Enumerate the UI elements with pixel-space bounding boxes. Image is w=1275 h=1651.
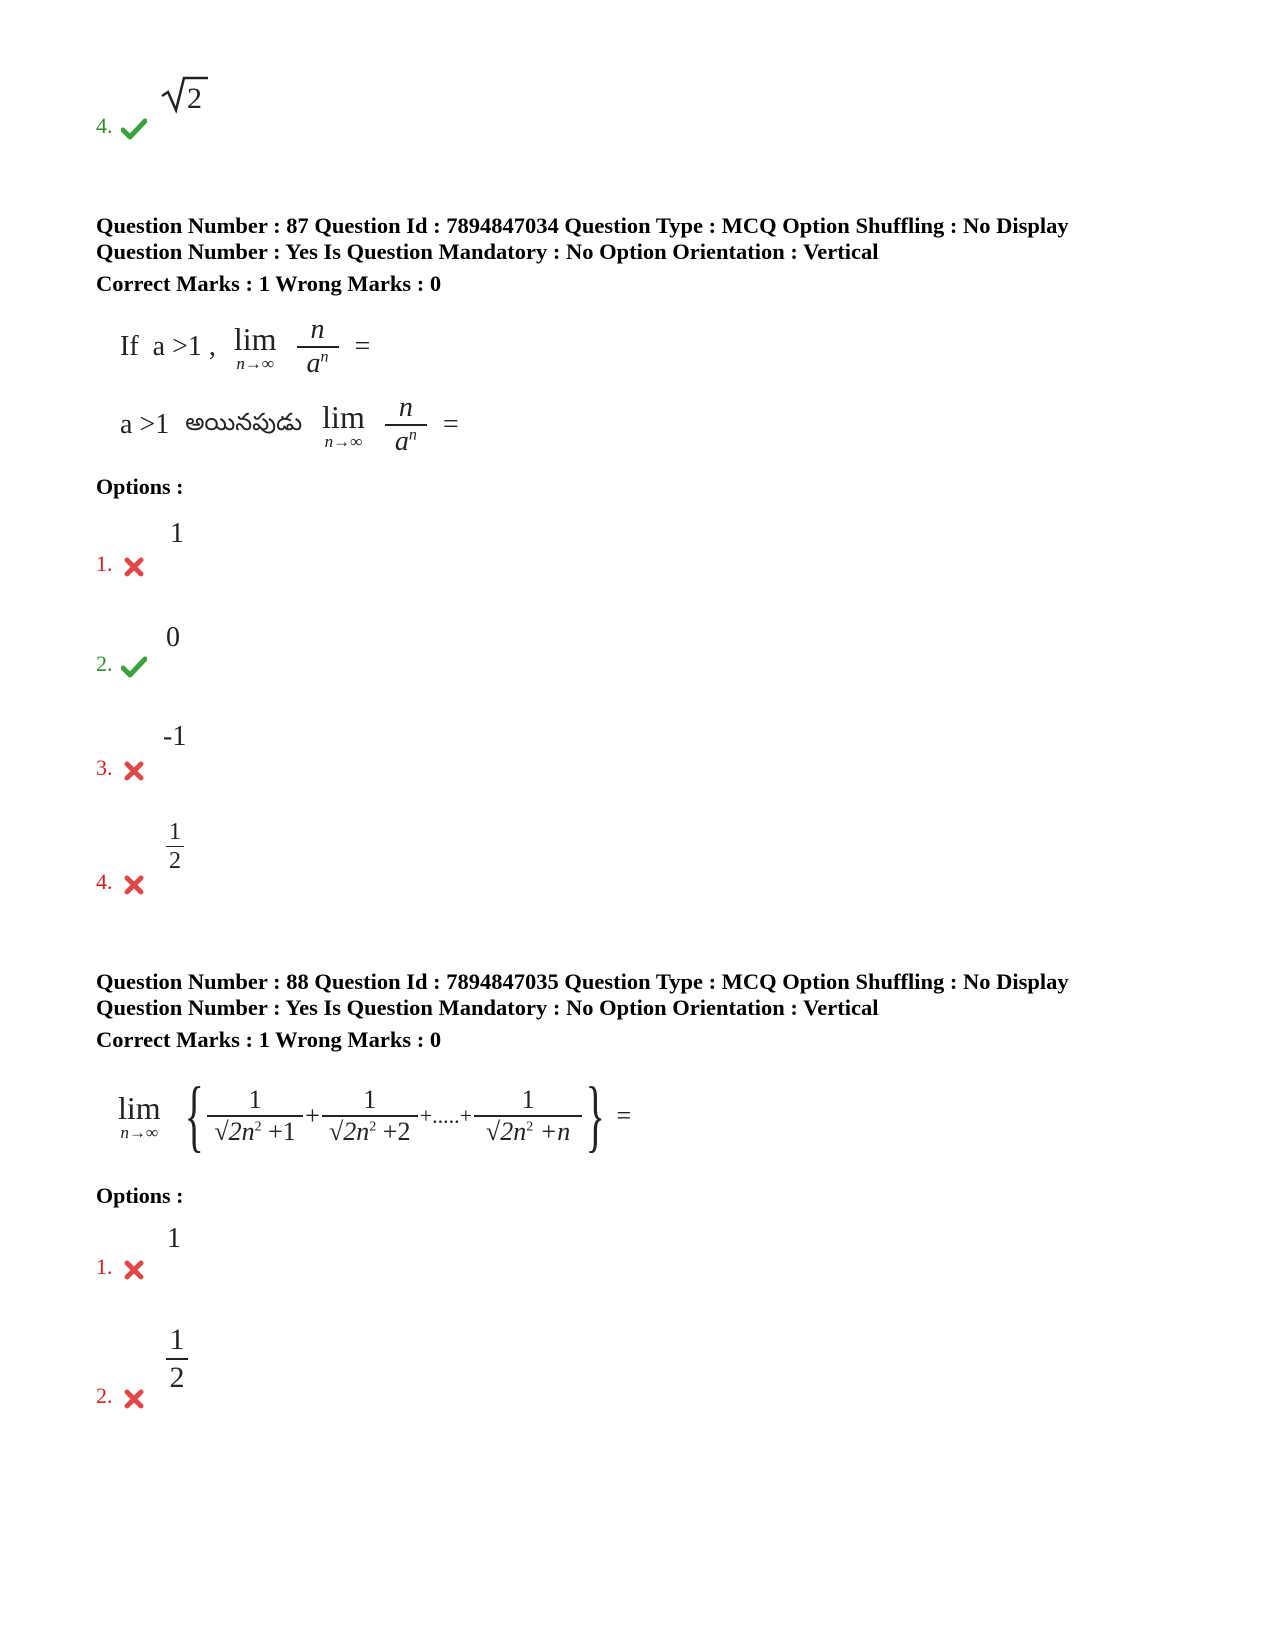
q87-option-4-value <box>166 818 184 875</box>
option-number: 4. <box>96 869 113 894</box>
fraction <box>385 392 427 458</box>
lim-subscript: n→∞ <box>120 1122 159 1142</box>
prev-option-4-value <box>160 74 210 121</box>
term-n: $\frac{1}{√2n^2 +n}$ <box>474 1085 582 1147</box>
lim-word: lim <box>233 320 277 357</box>
q88-options-label: Options : <box>96 1183 184 1208</box>
q87-marks: Correct Marks : 1 Wrong Marks : 0 <box>96 271 442 296</box>
prev-option-4[interactable] <box>96 113 147 140</box>
q88-option-1-value: 1 <box>167 1223 181 1254</box>
sqrt-two-expression <box>160 74 210 116</box>
q87-option-3-value: -1 <box>163 721 187 752</box>
right-brace: } <box>585 1072 605 1160</box>
numerator: 1 <box>169 819 181 845</box>
limit-operator <box>322 399 365 452</box>
lim-subscript: n→∞ <box>236 353 275 373</box>
cross-icon <box>121 1259 147 1281</box>
q87-condition-telugu: a >1 <box>120 409 170 440</box>
q88-meta-line-2: Question Number : Yes Is Question Mandatory : No Option Orientation : Vertical <box>96 995 879 1020</box>
cross-icon <box>121 556 147 578</box>
denominator: $a^n$ <box>394 426 417 457</box>
numerator: n <box>310 314 325 345</box>
option-number: 1. <box>96 551 113 576</box>
q87-option-2-value: 0 <box>166 622 180 653</box>
svg-text:2: 2 <box>187 82 202 115</box>
option-number: 2. <box>96 1383 113 1408</box>
left-brace: { <box>184 1072 204 1160</box>
check-icon <box>121 118 147 140</box>
equals-sign: = <box>354 331 371 362</box>
q88-option-2-value <box>166 1322 188 1396</box>
check-icon <box>121 656 147 678</box>
telugu-text: అయినపుడు <box>185 408 303 436</box>
q87-meta-line-1: Question Number : 87 Question Id : 7894847034 Question Type : MCQ Option Shuffling : No Display <box>96 213 1069 238</box>
q87-expression-english <box>120 312 370 382</box>
lim-word: lim <box>118 1089 161 1126</box>
lim-word: lim <box>322 398 365 435</box>
cross-icon <box>121 1388 147 1410</box>
cross-icon <box>121 760 147 782</box>
q87-option-3[interactable] <box>96 755 147 782</box>
option-number: 4. <box>96 113 113 138</box>
q87-option-1-value: 1 <box>170 518 184 549</box>
option-number: 1. <box>96 1254 113 1279</box>
q88-option-2[interactable] <box>96 1383 147 1410</box>
q87-options-label: Options : <box>96 474 184 499</box>
cross-icon <box>121 874 147 896</box>
q88-marks: Correct Marks : 1 Wrong Marks : 0 <box>96 1027 442 1052</box>
option-number: 3. <box>96 755 113 780</box>
q87-option-2[interactable] <box>96 651 147 678</box>
denominator: $a^n$ <box>306 348 329 379</box>
denominator: 2 <box>169 848 181 874</box>
equals-sign: = <box>442 409 459 440</box>
option-number: 2. <box>96 651 113 676</box>
q88-meta-line-1: Question Number : 88 Question Id : 7894847035 Question Type : MCQ Option Shuffling : No Display <box>96 969 1069 994</box>
ellipsis-plus: +.....+ <box>419 1103 473 1128</box>
q87-condition: If a >1 , <box>120 331 216 362</box>
q87-expression-telugu <box>120 390 459 460</box>
term-1: $\frac{1}{√2n^2 +1}$ <box>207 1085 303 1147</box>
q88-expression <box>118 1070 631 1162</box>
denominator: 2 <box>169 1361 185 1394</box>
numerator: 1 <box>169 1323 185 1356</box>
plus-sign: + <box>305 1101 320 1130</box>
limit-operator <box>234 321 277 374</box>
q88-option-1[interactable] <box>96 1254 147 1281</box>
term-2: $\frac{1}{√2n^2 +2}$ <box>322 1085 418 1147</box>
equals-sign: = <box>616 1101 632 1130</box>
q87-option-4[interactable] <box>96 869 147 896</box>
fraction <box>297 314 339 380</box>
q87-meta-line-2: Question Number : Yes Is Question Mandatory : No Option Orientation : Vertical <box>96 239 879 264</box>
q87-option-1[interactable] <box>96 551 147 578</box>
limit-operator <box>118 1090 161 1143</box>
lim-subscript: n→∞ <box>324 431 363 451</box>
numerator: n <box>398 392 413 423</box>
